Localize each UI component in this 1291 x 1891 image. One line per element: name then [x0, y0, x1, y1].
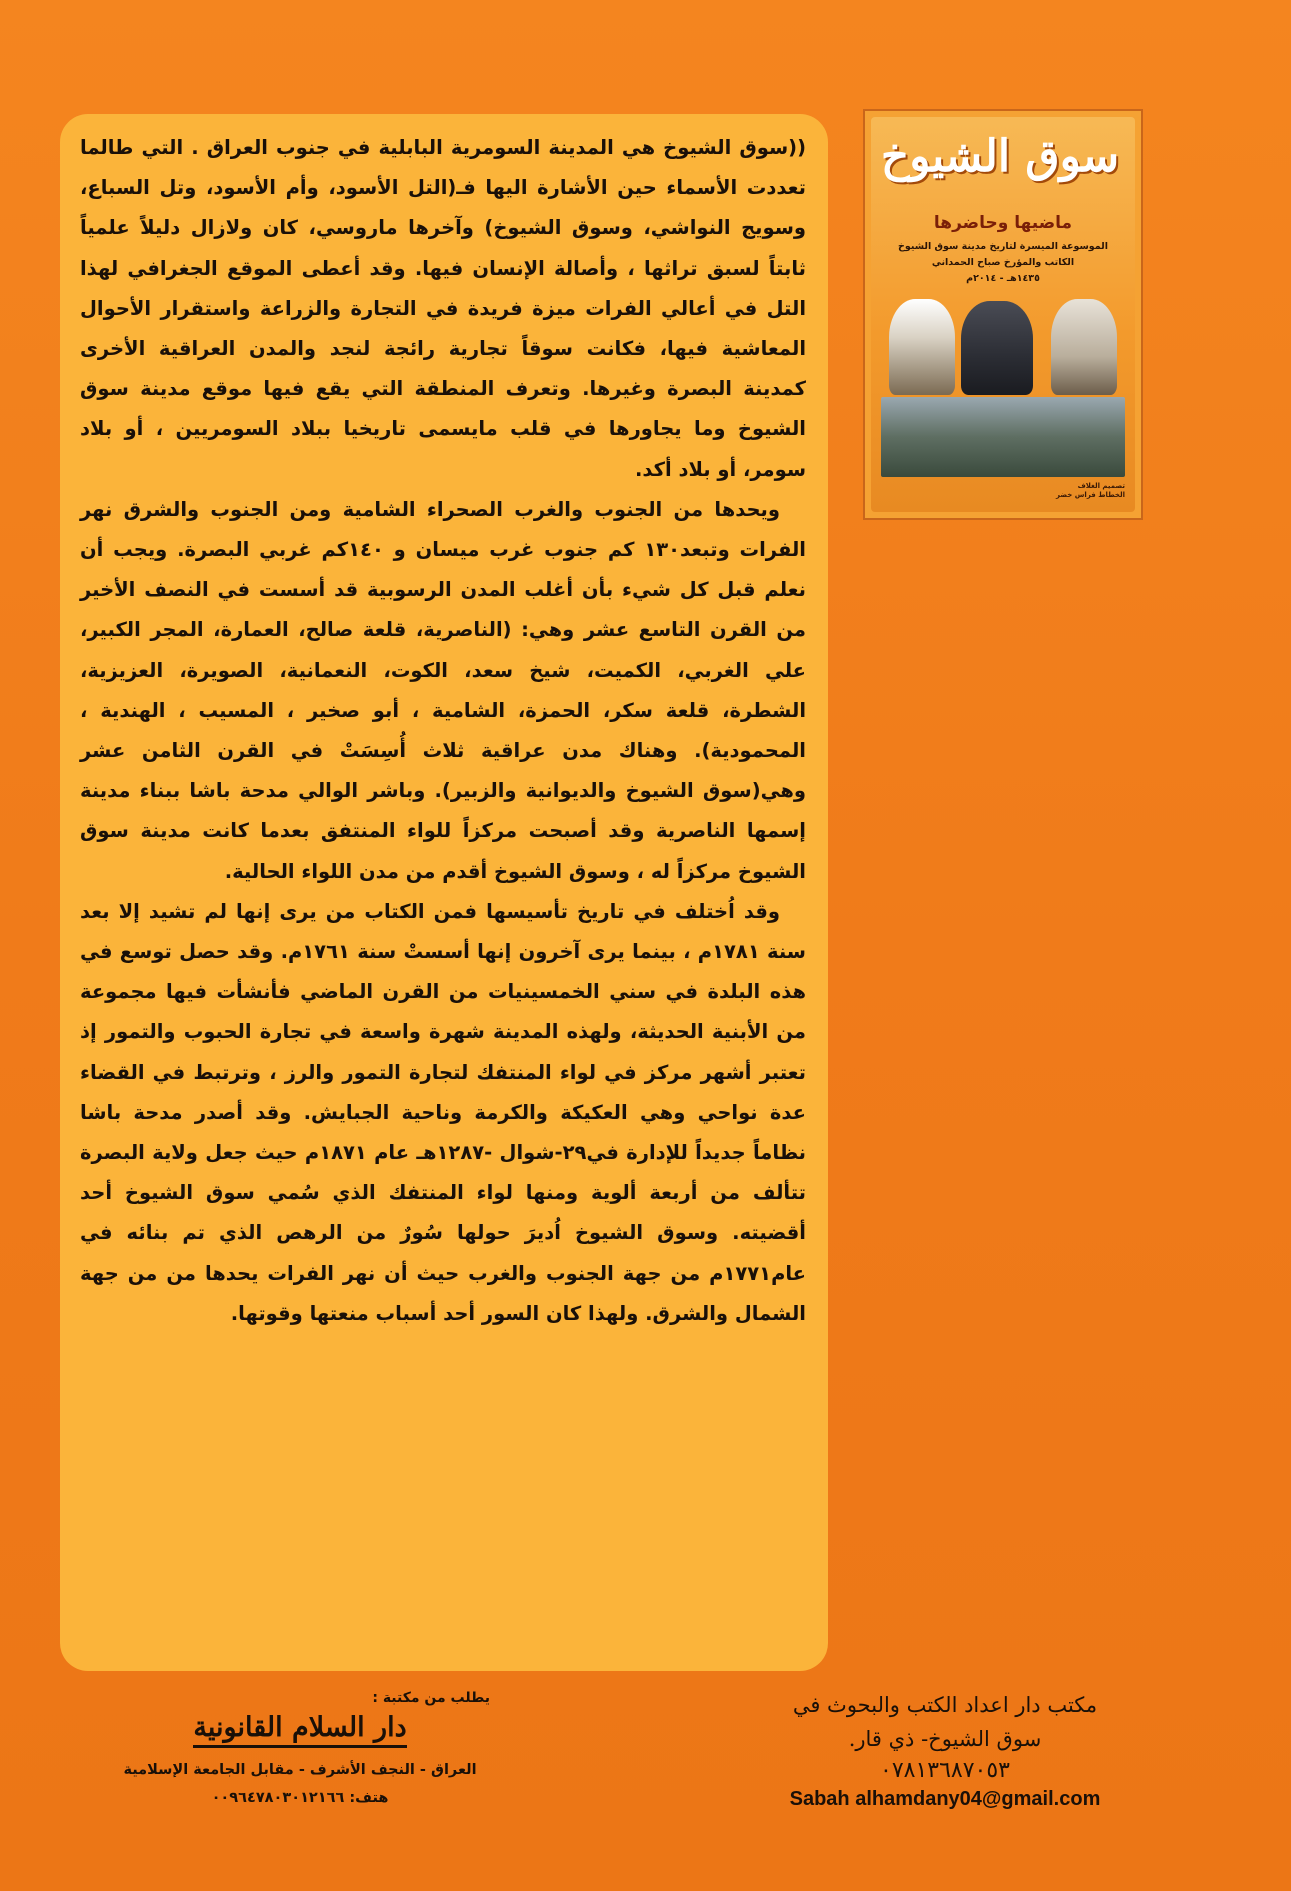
paragraph-1: ((سوق الشيوخ هي المدينة السومرية البابلية في جنوب العراق . التي طالما تعددت الأسماء حين الأشارة اليها فـ(التل الأسود، وأم الأسود، وتل السباع، وسويج النواشي، وسوق الشيوخ) وآخرها ماروسي، كان ولازال دليلاً علمياً ثابتاً لسبق تراثها ، وأصالة الإنسان فيها. وقد أعطى الموقع الجغرافي لهذا التل في أعالي الفرات ميزة فريدة في التجارة والزراعة واستقرار الأحوال المعاشية فيها، فكانت سوقاً تجارية رائجة لنجد والمدن العراقية الأخرى كمدينة البصرة وغيرها. وتعرف المنطقة التي يقع فيها موقع مدينة سوق الشيوخ وما يجاورها في قلب مايسمى تاريخيا ببلاد السومريين ، أو بلاد سومر، أو بلاد أكد.: [80, 136, 806, 481]
office-email: Sabah alhamdany04@gmail.com: [789, 1788, 1101, 1810]
paragraph-2: ويحدها من الجنوب والغرب الصحراء الشامية ومن الجنوب والشرق نهر الفرات وتبعد١٣٠ كم جنوب غرب ميسان و ١٤٠كم غربي البصرة. ويجب أن نعلم قبل كل شيء بأن أغلب المدن الرسوبية قد أسست في النصف الأخير من القرن التاسع عشر وهي: (الناصرية، قلعة صالح، العمارة، المجر الكبير، علي الغربي، الكميت، شيخ سعد، الكوت، النعمانية، الصويرة، العزيزية، الشطرة، قلعة سكر، الحمزة، الشامية ، أبو صخير ، المسيب ، الهندية ، المحمودية). وهناك مدن عراقية ثلاث أُسِسَتْ في القرن الثامن عشر وهي(سوق الشيوخ والديوانية والزبير). وباشر الوالي مدحة باشا ببناء مدينة إسمها الناصرية وقد أصبحت مركزاً للواء المنتفق بعدما كانت مدينة سوق الشيوخ مركزاً له ، وسوق الشيوخ أقدم من مدن اللواء الحالية.: [80, 497, 806, 883]
office-line-1: مكتب دار اعداد الكتب والبحوث في: [792, 1693, 1098, 1717]
office-line-2: سوق الشيوخ- ذي قار.: [848, 1727, 1042, 1751]
publisher-request-label: يطلب من مكتبة :: [372, 1690, 490, 1706]
front-cover-thumbnail: [863, 109, 1143, 520]
paragraph-3: وقد اُختلف في تاريخ تأسيسها فمن الكتاب من يرى إنها لم تشيد إلا بعد سنة ١٧٨١م ، بينما يرى آخرون إنها أسستْ سنة ١٧٦١م. وقد حصل توسع في هذه البلدة في سني الخمسينيات من القرن الماضي فأنشأت فيها مجموعة من الأبنية الحديثة، ولهذه المدينة شهرة واسعة في تجارة الحبوب والتمور إذ تعتبر أشهر مركز في لواء المنتفك لتجارة التمور والرز ، وترتبط في القضاء عدة نواحي وهي العكيكة والكرمة وناحية الجبايش. وقد أصدر مدحة باشا نظاماً جديداً للإدارة في٢٩-شوال -١٢٨٧هـ عام ١٨٧١م حيث جعل ولاية البصرة تتألف من أربعة ألوية ومنها لواء المنتفك الذي سُمي سوق الشيوخ أحد أقضيته. وسوق الشيوخ اُديرَ حولها سُورٌ من الرهص الذي تم بنائه في عام١٧٧١م من جهة الجنوب والغرب حيث أن نهر الفرات يحدها من من جهة الشمال والشرق. ولهذا كان السور أحد أسباب منعتها وقوتها.: [80, 899, 807, 1325]
thumbnail-artwork: [871, 117, 1135, 512]
thumbnail-title: سوق الشيوخ: [880, 131, 1120, 182]
credit-name: الخطاط فراس خضر: [1056, 491, 1125, 499]
thumbnail-date-line: ١٤٣٥هـ - ٢٠١٤م: [966, 273, 1040, 284]
river-scene-photo: [881, 397, 1125, 477]
publisher-phone: هتف: ٠٠٩٦٤٧٨٠٣٠١٢١٦٦: [211, 1790, 389, 1806]
thumbnail-subtitle: ماضيها وحاضرها: [933, 213, 1073, 233]
office-phone: ٠٧٨١٣٦٨٧٠٥٣: [880, 1758, 1010, 1783]
portrait-photo: [889, 299, 955, 395]
publisher-name: دار السلام القانونية: [193, 1712, 406, 1748]
thumbnail-series-line: الموسوعة الميسرة لتاريخ مدينة سوق الشيوخ: [898, 241, 1108, 252]
publisher-block: [80, 1690, 520, 1806]
portrait-photo: [1051, 299, 1117, 395]
thumbnail-portraits: [881, 295, 1125, 395]
back-cover-text-panel: [60, 114, 828, 1671]
credit-label: تصميم الغلاف: [1077, 482, 1125, 490]
statue-photo: [961, 301, 1033, 395]
thumbnail-credit: [1056, 482, 1125, 500]
author-office-block: [745, 1688, 1145, 1812]
publisher-address: العراق - النجف الأشرف - مقابل الجامعة الإسلامية: [123, 1762, 477, 1778]
thumbnail-author-line: الكاتب والمؤرخ صباح الحمداني: [931, 257, 1075, 268]
